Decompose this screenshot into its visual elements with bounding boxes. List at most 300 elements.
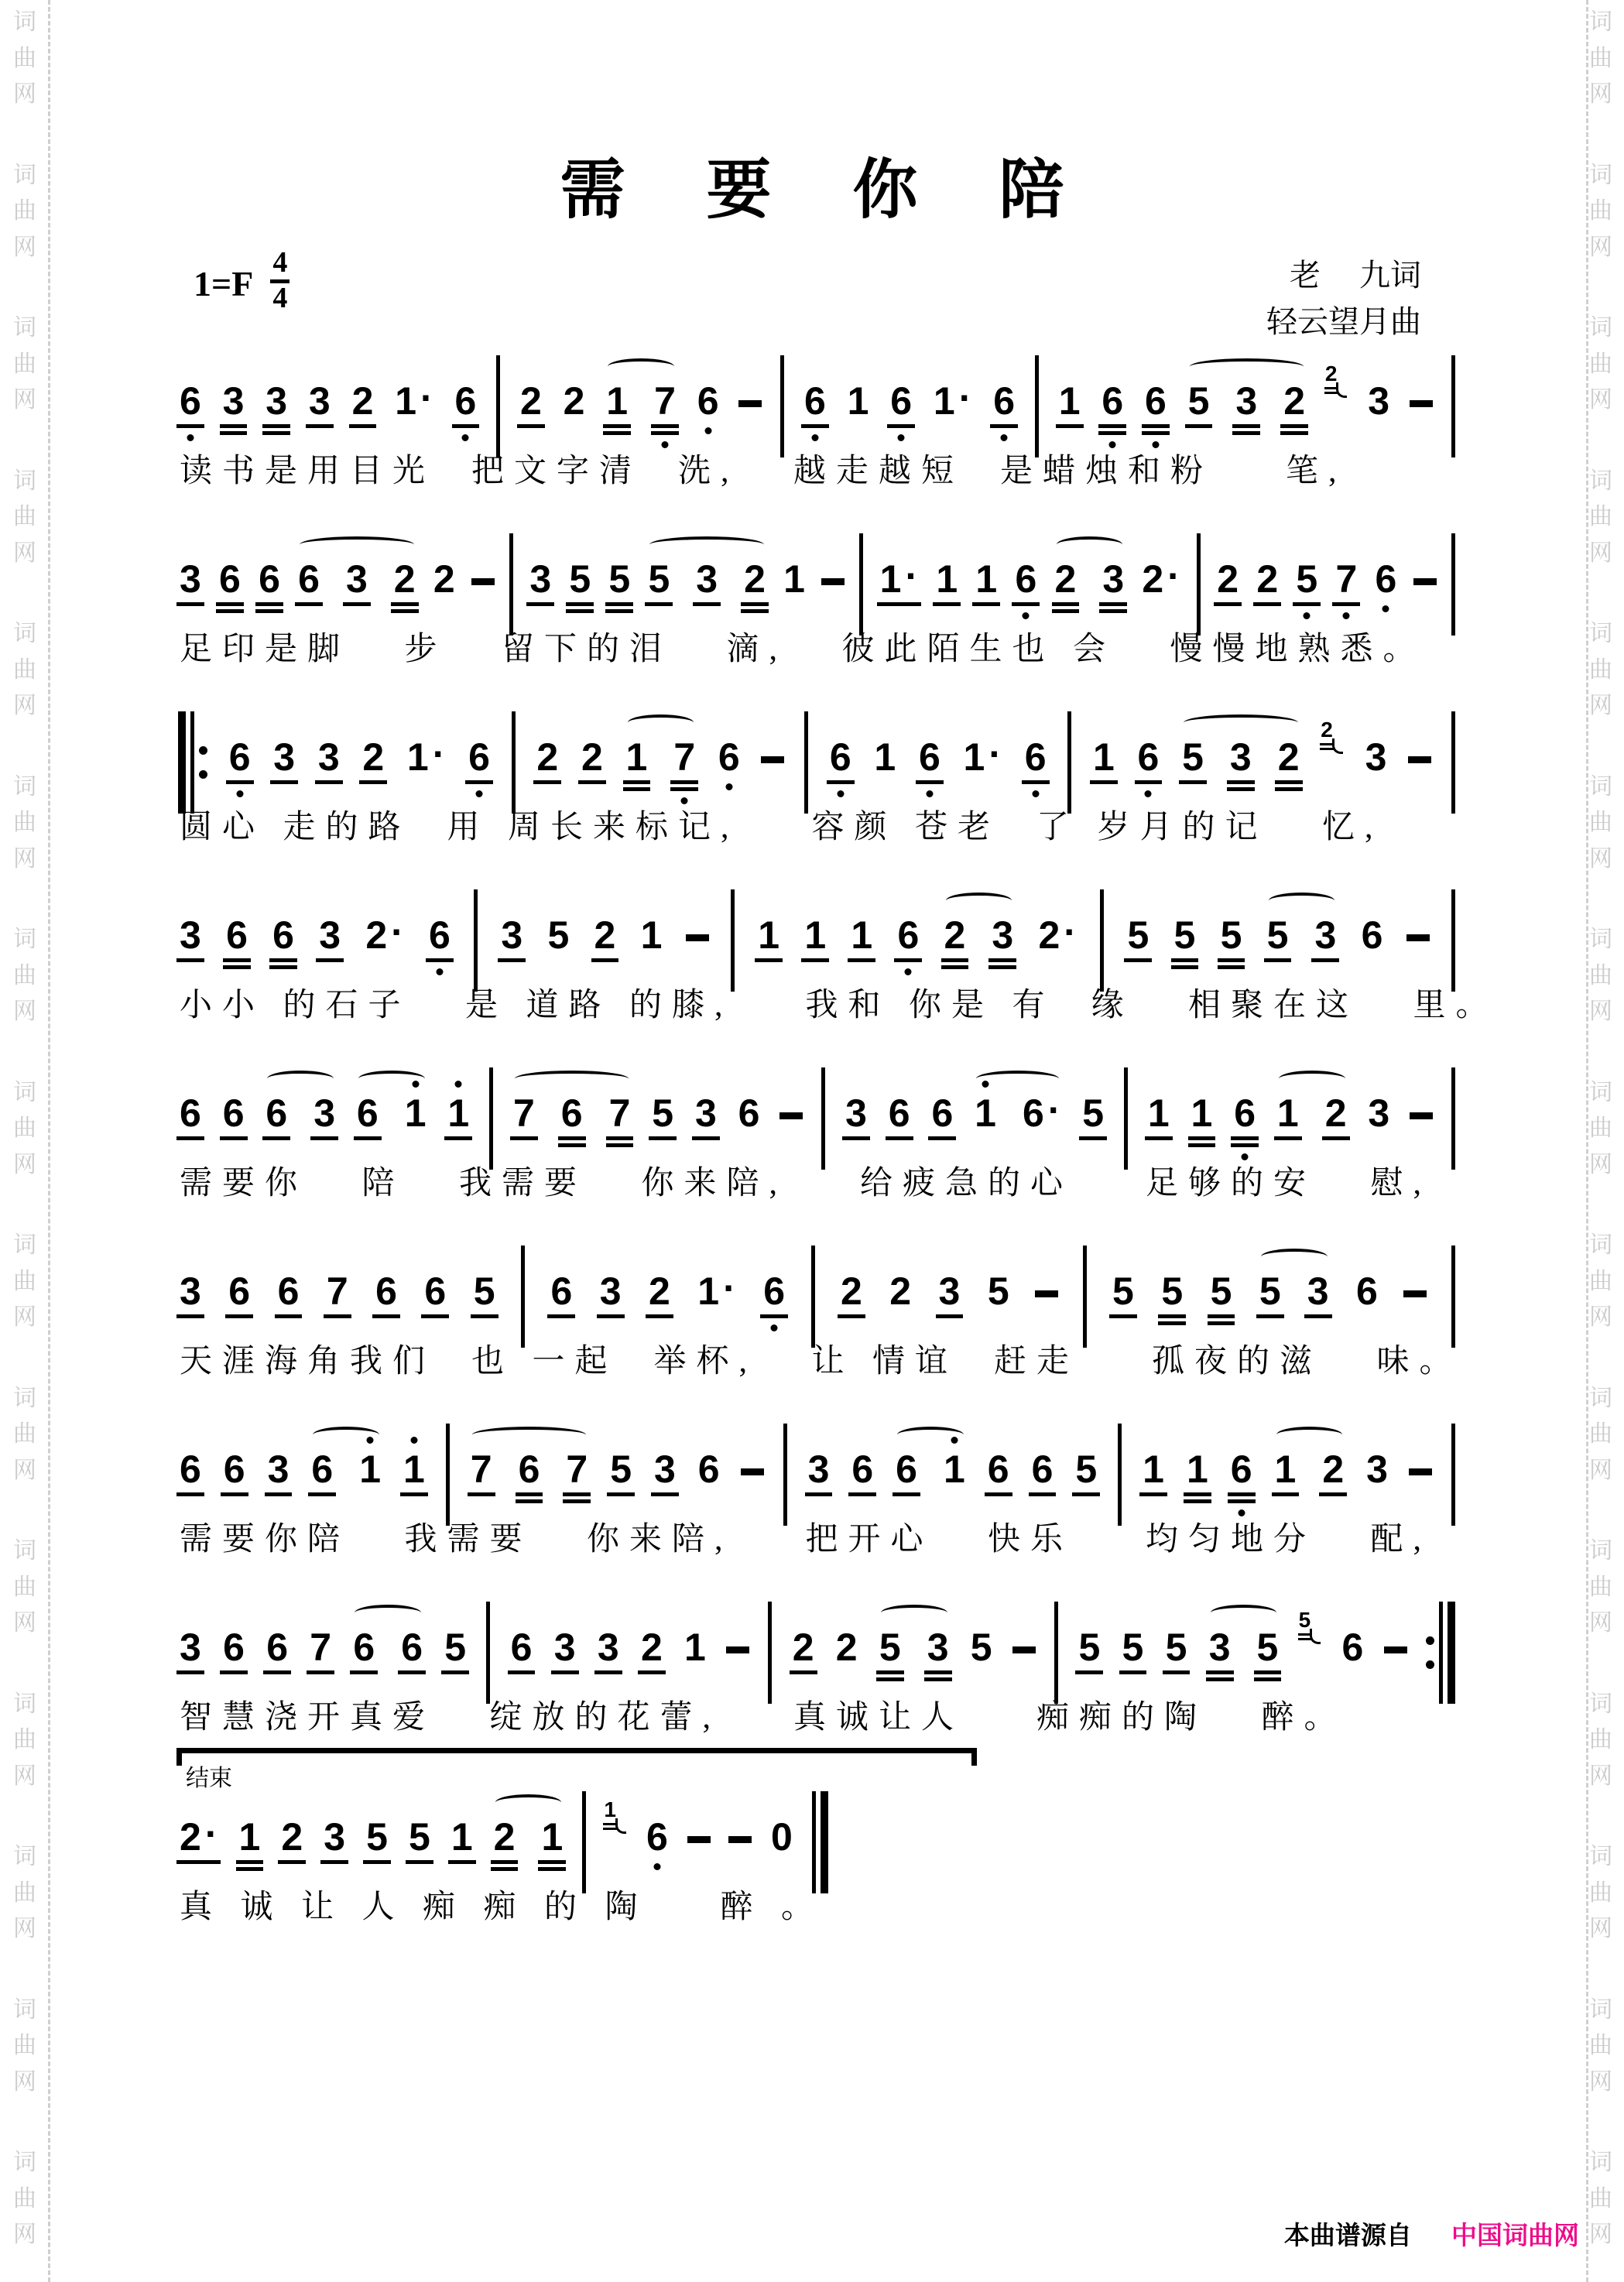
beam-underline	[223, 958, 251, 962]
barline	[1035, 355, 1039, 457]
note: 1 ·	[697, 1266, 736, 1313]
note: 6	[803, 382, 827, 420]
barline	[489, 1067, 493, 1170]
note: 7	[672, 738, 697, 776]
low-octave-dot	[725, 783, 732, 790]
dash-note	[821, 578, 845, 585]
beam-underline	[1090, 780, 1118, 784]
note: 6	[645, 1818, 670, 1856]
beam-underline	[1171, 958, 1199, 962]
dash-note	[1410, 1112, 1433, 1119]
beam-underline	[551, 1670, 579, 1674]
note: 5	[1121, 1628, 1146, 1667]
note: 2	[889, 1269, 912, 1313]
beam-underline	[223, 965, 251, 969]
beam-underline	[805, 1492, 833, 1496]
note: 6	[218, 560, 242, 598]
note: 2	[943, 916, 968, 954]
beam-underline	[1228, 1492, 1256, 1496]
beam-underline	[516, 1499, 543, 1503]
dash-note	[1408, 756, 1431, 763]
beam-underline	[1012, 602, 1040, 606]
beam-underline	[262, 424, 290, 428]
beam-underline	[924, 1677, 952, 1681]
beam-underline	[1145, 1136, 1173, 1140]
beam-underline	[269, 965, 297, 969]
beam-underline	[801, 424, 829, 428]
beam-underline	[1099, 609, 1127, 613]
beam-underline	[1158, 1314, 1186, 1318]
barline	[780, 355, 784, 457]
beam-underline	[1280, 424, 1308, 428]
beam-underline	[563, 1492, 591, 1496]
note: 2	[1282, 382, 1307, 420]
beam-underline	[876, 1677, 904, 1681]
note: 6	[467, 738, 492, 776]
key-signature	[194, 246, 290, 317]
duration-dot: ·	[1167, 554, 1180, 598]
note: 5	[567, 560, 592, 598]
credits	[1266, 252, 1421, 345]
beam-underline	[468, 1492, 495, 1496]
beam-underline	[441, 1670, 469, 1674]
note: 2 ·	[1038, 910, 1077, 957]
low-octave-dot	[653, 1863, 660, 1870]
footer-brand-link[interactable]: 中国词曲网	[1451, 2221, 1579, 2249]
note: 5	[878, 1628, 903, 1667]
lyrics-line: 需要你陪 我需要 你来陪, 把开心 快乐 均匀地分 配,	[180, 1522, 1432, 1557]
beam-underline	[320, 1860, 348, 1864]
note: 6	[374, 1272, 399, 1311]
barline	[521, 1246, 525, 1348]
note: 3	[178, 916, 203, 954]
beam-underline	[421, 1314, 449, 1318]
note: 3	[528, 560, 553, 598]
tie-group	[878, 1628, 951, 1667]
low-octave-dot	[926, 790, 933, 797]
note: 1	[783, 557, 805, 601]
beam-underline	[255, 602, 283, 606]
lyrics-line: 小小 的石子 是 道路 的膝, 我和 你是 有 缘 相聚在这 里。	[180, 988, 1499, 1023]
duration-dot: ·	[391, 910, 404, 954]
beam-underline	[310, 1136, 338, 1140]
tie-group	[894, 1450, 967, 1489]
note: 6	[351, 1628, 376, 1667]
grace-hook	[1310, 1629, 1321, 1644]
note: 6	[228, 738, 252, 776]
beam-underline	[1171, 965, 1199, 969]
note: 3	[317, 738, 341, 776]
lyrics-line: 真 诚 让 人 痴 痴 的 陶 醉 。	[180, 1890, 824, 1925]
note: 2	[279, 1818, 304, 1856]
barline	[768, 1602, 772, 1704]
note: 5	[1160, 1272, 1184, 1311]
beam-underline	[985, 1492, 1012, 1496]
beam-underline	[316, 958, 344, 962]
beam-underline	[605, 602, 633, 606]
note: 6	[1136, 738, 1161, 776]
note: 3	[990, 916, 1015, 954]
beam-underline	[623, 787, 651, 791]
low-octave-dot	[905, 968, 912, 975]
note: 6	[454, 382, 478, 420]
watermark-column-left	[2, 0, 48, 2282]
note: 5	[607, 560, 632, 598]
lyrics-line: 智慧浇开真爱 绽放的花蕾, 真诚让人 痴痴的陶 醉。	[180, 1700, 1347, 1735]
high-octave-dot	[412, 1081, 419, 1088]
watermark-text: 词 曲 网	[1589, 1385, 1612, 1483]
beam-underline	[1227, 780, 1255, 784]
note: 2	[639, 1628, 664, 1667]
note: 1	[684, 1626, 706, 1669]
note: 3	[1208, 1628, 1232, 1667]
beam-underline	[848, 958, 875, 962]
note: 1	[605, 382, 629, 420]
note: 1	[238, 1818, 262, 1856]
note: 1	[1057, 382, 1082, 420]
beam-underline	[1264, 958, 1292, 962]
beam-underline	[1293, 602, 1321, 606]
beam-underline	[670, 780, 698, 784]
beam-underline	[516, 1492, 543, 1496]
beam-underline	[324, 1314, 351, 1318]
note: 6	[992, 382, 1016, 420]
tie-group	[973, 1088, 1062, 1135]
beam-underline	[1052, 609, 1080, 613]
beam-underline	[221, 1492, 248, 1496]
grace-underline	[603, 1828, 617, 1830]
tie-group	[1054, 557, 1126, 601]
note: 5	[1164, 1628, 1189, 1667]
watermark-text: 词 曲 网	[13, 1538, 36, 1636]
note: 3	[322, 1818, 347, 1856]
note: 6	[271, 916, 296, 954]
watermark-text: 词 曲 网	[1589, 1996, 1612, 2095]
beam-underline	[578, 780, 606, 784]
high-octave-dot	[951, 1437, 958, 1444]
repeat-start-barline	[178, 711, 207, 814]
beam-underline	[645, 602, 673, 606]
watermark-text: 词 曲 网	[1589, 1844, 1612, 1941]
beam-underline	[508, 1670, 536, 1674]
watermark-text: 词 曲 网	[13, 315, 36, 413]
note: 1 ·	[879, 560, 920, 598]
watermark-text: 词 曲 网	[13, 468, 36, 566]
beam-underline	[220, 1670, 248, 1674]
beam-underline	[176, 424, 204, 428]
beam-underline	[491, 1860, 519, 1864]
note: 6	[1100, 382, 1125, 420]
note: 7	[469, 1450, 494, 1489]
note: 6	[1341, 1626, 1364, 1669]
low-octave-dot	[187, 434, 194, 441]
note: 7	[653, 382, 677, 420]
beam-underline	[755, 958, 783, 962]
note: 2	[563, 379, 585, 423]
note: 2	[1255, 560, 1280, 598]
barline	[496, 355, 500, 457]
note: 6	[696, 382, 721, 420]
note: 6	[423, 1272, 447, 1311]
low-octave-dot	[771, 1324, 778, 1331]
rest-note: 0	[770, 1815, 793, 1859]
thick-bar	[178, 711, 186, 814]
beam-underline	[1254, 1677, 1282, 1681]
note: 6	[178, 382, 203, 420]
beam-underline	[760, 1314, 788, 1318]
beam-underline	[1142, 424, 1170, 428]
barline	[1067, 711, 1071, 814]
note: 3	[926, 1628, 951, 1667]
beam-underline	[605, 609, 633, 613]
note: 1 ·	[933, 376, 972, 423]
low-octave-dot	[837, 790, 844, 797]
beam-underline	[603, 431, 631, 435]
beam-underline	[838, 1314, 865, 1318]
beam-underline	[893, 1492, 920, 1496]
watermark-text: 词 曲 网	[13, 2150, 36, 2247]
tie-group	[1258, 1269, 1331, 1313]
tie-group	[310, 1450, 382, 1489]
beam-underline	[1022, 780, 1050, 784]
beam-underline	[1099, 602, 1127, 606]
beam-underline	[176, 1670, 204, 1674]
note: 1	[973, 1094, 998, 1132]
note: 2	[1215, 560, 1240, 598]
beam-underline	[1232, 424, 1260, 428]
note: 6	[1143, 382, 1168, 420]
thin-bar	[812, 1791, 816, 1893]
note: 1	[446, 1094, 471, 1132]
beam-underline	[269, 958, 297, 962]
beam-underline	[315, 780, 343, 784]
note: 6	[1023, 738, 1048, 776]
beam-underline	[941, 965, 969, 969]
watermark-text: 词 曲 网	[1589, 773, 1612, 872]
beam-underline	[606, 1143, 634, 1147]
note: 5	[407, 1818, 432, 1856]
watermark-text: 词 曲 网	[1589, 9, 1612, 107]
thick-bar	[821, 1791, 828, 1893]
low-octave-dot	[462, 434, 469, 441]
note: 3	[553, 1628, 577, 1667]
beam-underline	[1311, 958, 1339, 962]
note: 1	[942, 1450, 967, 1489]
note: 3	[178, 1628, 203, 1667]
beam-underline	[1256, 1314, 1284, 1318]
note: 3	[937, 1272, 962, 1311]
note: 3	[1366, 1448, 1388, 1491]
note: 6	[178, 1450, 203, 1489]
note: 3	[1365, 735, 1387, 779]
beam-underline	[526, 602, 554, 606]
barline	[1118, 1424, 1122, 1526]
beam-underline	[1098, 431, 1126, 435]
note: 6	[355, 1094, 380, 1132]
watermark-text: 词 曲 网	[13, 1232, 36, 1330]
low-octave-dot	[811, 434, 818, 441]
low-octave-dot	[1001, 434, 1008, 441]
beam-underline	[278, 1860, 306, 1864]
beam-underline	[651, 431, 679, 435]
lyrics-line: 天涯海角我们 也 一起 举杯, 让 情谊 赶走 孤夜的滋 味。	[180, 1344, 1462, 1379]
note: 1	[803, 916, 827, 954]
beam-underline	[349, 424, 377, 428]
low-octave-dot	[898, 434, 905, 441]
tie-group	[1208, 1628, 1280, 1667]
beam-underline	[1231, 1143, 1259, 1147]
watermark-text: 词 曲 网	[13, 9, 36, 107]
note: 6	[296, 560, 321, 598]
note: 6	[1030, 1450, 1055, 1489]
note: 6 ·	[1022, 1088, 1061, 1135]
beam-underline	[591, 958, 619, 962]
watermark-text: 词 曲 网	[1589, 1232, 1612, 1330]
beam-underline	[936, 1314, 964, 1318]
beam-underline	[307, 1670, 334, 1674]
dash-note	[1406, 934, 1430, 941]
beam-underline	[941, 958, 969, 962]
low-octave-dot	[704, 427, 711, 434]
beam-underline	[1319, 1492, 1347, 1496]
beam-underline	[623, 780, 651, 784]
beam-underline	[638, 1670, 666, 1674]
low-octave-dot	[1145, 790, 1152, 797]
right-dashed-border	[1586, 0, 1588, 2282]
note: 2	[1324, 1094, 1348, 1132]
watermark-text: 词 曲 网	[13, 162, 36, 260]
beam-underline	[558, 1143, 586, 1147]
beam-underline	[1119, 1670, 1147, 1674]
beam-underline	[1188, 1143, 1216, 1147]
note: 5	[1187, 382, 1211, 420]
watermark-text: 词 曲 网	[1589, 927, 1612, 1024]
note: 6	[264, 1094, 289, 1132]
note: 2	[742, 560, 767, 598]
note: 5	[650, 1094, 675, 1132]
beam-underline	[1056, 424, 1084, 428]
note: 7	[564, 1450, 589, 1489]
note: 6	[1373, 560, 1398, 598]
beam-underline	[343, 602, 371, 606]
beam-underline	[465, 780, 493, 784]
note: 3	[317, 916, 342, 954]
beam-underline	[1163, 1670, 1191, 1674]
note: 6	[221, 1094, 246, 1132]
beam-underline	[1158, 1321, 1186, 1325]
note: 5	[1258, 1272, 1283, 1311]
note: 6	[828, 738, 853, 776]
note: 6	[517, 1450, 542, 1489]
note: 3	[307, 382, 332, 420]
barline	[811, 1246, 815, 1348]
barline	[509, 533, 513, 636]
duration-dot: ·	[1047, 1088, 1061, 1132]
note: 3	[178, 560, 203, 598]
beam-underline	[741, 602, 769, 606]
note: 1	[1091, 738, 1116, 776]
low-octave-dot	[436, 968, 443, 975]
beam-underline	[1124, 958, 1152, 962]
beam-underline	[1280, 431, 1308, 435]
duration-dot: ·	[204, 1812, 218, 1855]
beam-underline	[886, 1136, 913, 1140]
beam-underline	[1214, 602, 1242, 606]
beam-underline	[646, 1314, 673, 1318]
beam-underline	[566, 609, 594, 613]
beam-underline	[538, 1860, 566, 1864]
low-octave-dot	[476, 790, 483, 797]
tie-group	[605, 379, 677, 423]
note: 3	[221, 382, 246, 420]
beam-underline	[651, 424, 679, 428]
barline	[1197, 533, 1201, 636]
note: 5	[1074, 1450, 1098, 1489]
note: 1	[1276, 1094, 1300, 1132]
beam-underline	[295, 602, 323, 606]
beam-underline	[1253, 602, 1281, 606]
note: 1 ·	[395, 376, 433, 423]
beam-underline	[1188, 1136, 1216, 1140]
grace-hook	[1332, 738, 1343, 754]
beam-underline	[1206, 1670, 1234, 1674]
note: 2	[839, 1272, 864, 1311]
repeat-dots	[199, 746, 207, 779]
tie-group	[355, 1091, 428, 1135]
beam-underline	[1208, 1321, 1235, 1325]
dash-note	[728, 1836, 752, 1843]
note: 6	[717, 738, 742, 776]
beam-underline	[692, 1136, 720, 1140]
note: 2	[647, 1272, 672, 1311]
barline	[474, 889, 478, 992]
tie-group	[1266, 913, 1338, 957]
note: 3	[1368, 379, 1390, 423]
beam-underline	[1098, 424, 1126, 428]
beam-underline	[236, 1867, 264, 1871]
footer-source-text: 本曲谱源自	[1283, 2221, 1412, 2249]
dash-note	[741, 1468, 764, 1475]
note: 6	[762, 1272, 786, 1311]
tie-group	[625, 735, 697, 779]
beam-underline	[1184, 1492, 1211, 1496]
barline	[1124, 1067, 1128, 1170]
lyrics-line: 圆心 走的路 用 周长来标记, 容颜 苍老 了 岁月的记 忆,	[180, 810, 1383, 845]
beam-underline	[1029, 1492, 1057, 1496]
beam-underline	[1218, 958, 1245, 962]
watermark-text: 词 曲 网	[13, 1079, 36, 1177]
note: 3	[694, 1094, 718, 1132]
beam-underline	[1274, 1136, 1302, 1140]
thick-bar	[1448, 1602, 1455, 1704]
note: 6	[896, 916, 920, 954]
beam-underline	[176, 1136, 204, 1140]
note: 6	[178, 1094, 203, 1132]
watermark-text: 词 曲 网	[1589, 315, 1612, 413]
dash-note	[1410, 400, 1433, 407]
barline	[486, 1602, 490, 1704]
duration-dot: ·	[1064, 910, 1077, 954]
beam-underline	[176, 602, 204, 606]
beam-underline	[597, 1314, 625, 1318]
note: 2	[593, 916, 618, 954]
note: 5	[1256, 1628, 1280, 1667]
barline	[1100, 889, 1104, 992]
note: 6	[738, 1091, 760, 1135]
dash-note	[779, 1112, 803, 1119]
barline	[1054, 1602, 1058, 1704]
note: 6	[1232, 1094, 1257, 1132]
